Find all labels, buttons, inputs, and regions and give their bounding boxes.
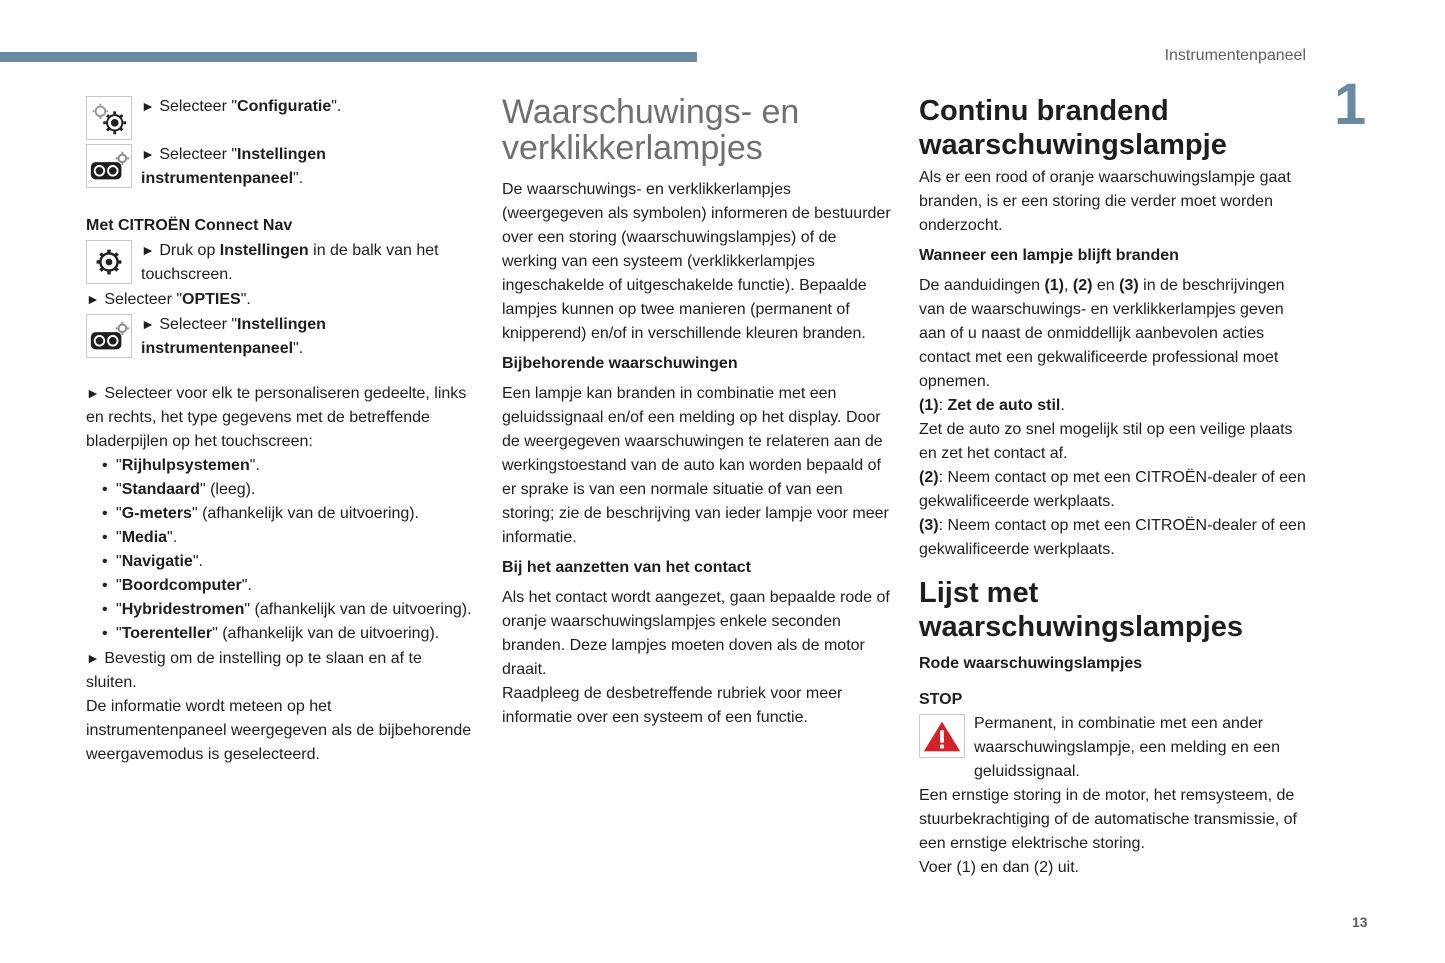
warning-triangle-icon: [919, 714, 965, 758]
ref-1-text: Zet de auto zo snel mogelijk stil op een veilige plaats en zet het contact af.: [919, 421, 1293, 462]
step-druk-text: ► Druk op Instellingen in de balk van het touchscreen.: [141, 242, 439, 283]
ignition-paragraph-2: Raadpleeg de desbetreffende rubriek voor meer informatie over een systeem of een functie.: [502, 685, 843, 726]
section-heading: Waarschuwings- en verklikkerlampjes: [502, 93, 800, 167]
step-instellingen-2-text: ► Selecteer "Instellingen instrumentenpaneel".: [141, 316, 326, 357]
refs-paragraph: De aanduidingen (1), (2) en (3) in de beschrijvingen van de waarschuwings- en verklikkerlampjes geven aan of u naast de onmiddellijk aanbevolen acties contact met een gekwalificeerde professional moet opnemen.: [919, 277, 1285, 390]
warnings-paragraph: Een lampje kan branden in combinatie met een geluidssignaal en/of een melding op het display. Door de weergegeven waarschuwingen te relateren aan de werkingstoestand van de auto kan worden bepaald of er sprake is van een normale situatie of van een storing; zie de beschrijving van ieder lampje voor meer informatie.: [502, 385, 889, 546]
step-instellingen-2: [86, 312, 476, 361]
list-item: • "Navigatie".: [102, 550, 476, 574]
list-item: • "Toerenteller" (afhankelijk van de uitvoering).: [102, 622, 476, 646]
list-item: • "Media".: [102, 526, 476, 550]
list-item: • "G-meters" (afhankelijk van de uitvoering).: [102, 502, 476, 526]
heading-continuous-lamp: Continu brandend waarschuwingslampje: [919, 95, 1227, 161]
subheading-warnings: Bijbehorende waarschuwingen: [502, 355, 738, 372]
intro-paragraph: De waarschuwings- en verklikkerlampjes (weergegeven als symbolen) informeren de bestuurder over een storing (waarschuwingslampjes) of de werking van een systeem (verklikkerlampjes ingeschakelde of uitgeschakelde functie). Bepaalde lampjes kunnen op twee manieren (permanent of knipperend) en/of in verschillende kleuren branden.: [502, 181, 891, 342]
right-column: [919, 94, 1311, 880]
list-item: • "Rijhulpsystemen".: [102, 454, 476, 478]
info-text: De informatie wordt meteen op het instrumentenpaneel weergegeven als de bijbehorende weergavemodus is geselecteerd.: [86, 698, 472, 763]
display-type-list: [86, 454, 476, 646]
header-accent-bar: [0, 52, 697, 62]
instrument-panel-settings-icon: [86, 144, 132, 188]
subheading-stays-on: Wanneer een lampje blijft branden: [919, 247, 1179, 264]
section-title: Instrumentenpaneel: [1164, 47, 1306, 64]
settings-gear-icon: [86, 240, 132, 284]
chapter-number: 1: [1334, 72, 1367, 137]
step-instellingen-1-text: ► Selecteer "Instellingen instrumentenpaneel".: [141, 146, 326, 187]
list-item: • "Boordcomputer".: [102, 574, 476, 598]
step-configuratie-text: ► Selecteer "Configuratie".: [141, 98, 342, 115]
ref-2: (2): Neem contact op met een CITROËN-dealer of een gekwalificeerde werkplaats.: [919, 469, 1306, 510]
ref-3: (3): Neem contact op met een CITROËN-dealer of een gekwalificeerde werkplaats.: [919, 517, 1306, 558]
list-item: • "Hybridestromen" (afhankelijk van de uitvoering).: [102, 598, 476, 622]
stop-label: STOP: [919, 691, 963, 708]
connect-nav-heading: Met CITROËN Connect Nav: [86, 217, 293, 234]
stop-lamp-row: [919, 712, 1311, 784]
list-item: • "Standaard" (leeg).: [102, 478, 476, 502]
stop-text-3: Voer (1) en dan (2) uit.: [919, 859, 1080, 876]
subheading-red-lamps: Rode waarschuwingslampjes: [919, 655, 1143, 672]
step-druk: [86, 238, 476, 287]
ignition-paragraph-1: Als het contact wordt aangezet, gaan bepaalde rode of oranje waarschuwingslampjes enkele seconden branden. Deze lampjes moeten doven als de motor draait.: [502, 589, 890, 678]
stop-text-1: Permanent, in combinatie met een ander waarschuwingslampje, een melding en een geluidssignaal.: [974, 715, 1280, 780]
heading-lamp-list: Lijst met waarschuwingslampjes: [919, 577, 1243, 643]
step-opties: ► Selecteer "OPTIES".: [86, 291, 251, 308]
middle-column: [502, 94, 894, 730]
confirm-text: ► Bevestig om de instelling op te slaan en af te sluiten.: [86, 650, 422, 691]
stop-text-2: Een ernstige storing in de motor, het remsysteem, de stuurbekrachtiging of de automatische transmissie, of een ernstige elektrische storing.: [919, 787, 1297, 852]
ref-1: (1): Zet de auto stil.: [919, 397, 1065, 414]
page-number: 13: [1352, 914, 1368, 930]
personalise-text: ► Selecteer voor elk te personaliseren gedeelte, links en rechts, het type gegevens met de betreffende bladerpijlen op het touchscreen:: [86, 385, 467, 450]
instrument-panel-settings-icon: [86, 314, 132, 358]
step-configuratie: [86, 94, 476, 136]
left-column: [86, 94, 476, 767]
continuous-intro: Als er een rood of oranje waarschuwingslampje gaat branden, is er een storing die verder moet worden onderzocht.: [919, 169, 1291, 234]
subheading-ignition: Bij het aanzetten van het contact: [502, 559, 751, 576]
step-instellingen-1: [86, 142, 476, 191]
settings-gears-icon: [86, 96, 132, 140]
